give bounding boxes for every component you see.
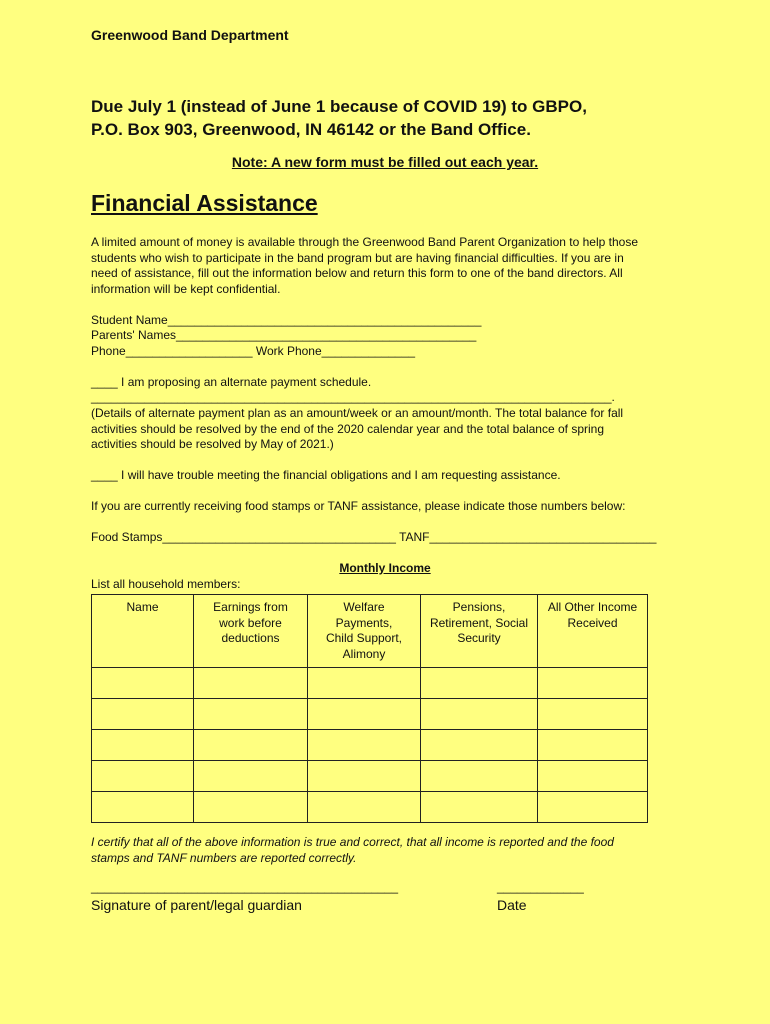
food-stamps-prompt: If you are currently receiving food stamps or TANF assistance, please indicate those numbers below:	[91, 499, 626, 513]
table-row	[92, 792, 648, 823]
date-label: Date	[497, 897, 527, 913]
department-name: Greenwood Band Department	[91, 27, 289, 43]
parents-names-field[interactable]: Parents' Names_____________________________________________	[91, 328, 477, 342]
certification-statement	[91, 835, 681, 866]
alternate-details-line: (Details of alternate payment plan as an amount/week or an amount/month. The total balance for fall	[91, 406, 624, 420]
table-cell[interactable]	[308, 761, 421, 792]
column-header-welfare: Welfare Payments, Child Support, Alimony	[308, 595, 421, 668]
alternate-details-line: activities should be resolved by the end of the 2020 calendar year and the total balance of spring	[91, 421, 605, 436]
table-cell[interactable]	[308, 730, 421, 761]
table-cell[interactable]	[538, 730, 648, 761]
table-cell[interactable]	[538, 699, 648, 730]
intro-line: information will be kept confidential.	[91, 281, 281, 296]
due-line-2: P.O. Box 903, Greenwood, IN 46142 or the Band Office.	[91, 120, 531, 139]
table-cell[interactable]	[92, 761, 194, 792]
page-title: Financial Assistance	[91, 190, 318, 216]
table-cell[interactable]	[421, 792, 538, 823]
table-cell[interactable]	[421, 699, 538, 730]
table-cell[interactable]	[92, 730, 194, 761]
table-cell[interactable]	[538, 792, 648, 823]
signature-line[interactable]: ______________________________________________	[91, 880, 398, 894]
assistance-request-option[interactable]: ____ I will have trouble meeting the financial obligations and I am requesting assistance.	[91, 468, 561, 482]
table-cell[interactable]	[92, 668, 194, 699]
phone-field[interactable]: Phone___________________ Work Phone______________	[91, 344, 416, 358]
table-cell[interactable]	[421, 730, 538, 761]
alternate-details	[91, 406, 681, 453]
table-row	[92, 761, 648, 792]
due-notice	[91, 95, 587, 141]
certification-line: I certify that all of the above information is true and correct, that all income is reported and the food	[91, 835, 614, 849]
yearly-form-note: Note: A new form must be filled out each year.	[231, 154, 539, 170]
table-header-row	[92, 595, 648, 668]
table-cell[interactable]	[194, 699, 308, 730]
column-header-other-income: All Other Income Received	[538, 595, 648, 668]
table-row	[92, 668, 648, 699]
table-cell[interactable]	[92, 699, 194, 730]
intro-line: A limited amount of money is available through the Greenwood Band Parent Organization to help those	[91, 235, 639, 249]
table-cell[interactable]	[421, 668, 538, 699]
table-cell[interactable]	[92, 792, 194, 823]
signature-label: Signature of parent/legal guardian	[91, 897, 302, 913]
student-name-field[interactable]: Student Name_______________________________________________	[91, 313, 482, 327]
intro-line: need of assistance, fill out the information below and return this form to one of the band directors. All	[91, 266, 623, 280]
table-cell[interactable]	[538, 761, 648, 792]
column-header-name: Name	[92, 595, 194, 668]
monthly-income-title: Monthly Income	[339, 561, 431, 575]
table-cell[interactable]	[194, 730, 308, 761]
table-cell[interactable]	[194, 792, 308, 823]
alternate-schedule-option[interactable]: ____ I am proposing an alternate payment schedule.	[91, 375, 372, 389]
table-row	[92, 699, 648, 730]
certification-line: stamps and TANF numbers are reported correctly.	[91, 850, 357, 865]
table-cell[interactable]	[308, 699, 421, 730]
table-cell[interactable]	[421, 761, 538, 792]
alternate-details-line: activities should be resolved by May of 2021.)	[91, 437, 334, 451]
table-cell[interactable]	[308, 668, 421, 699]
date-line[interactable]: _____________	[497, 880, 584, 894]
alternate-schedule-blank[interactable]: ______________________________________________________________________________.	[91, 390, 615, 404]
intro-line: students who wish to participate in the band program but are having financial difficulties. If you are in	[91, 250, 624, 265]
column-header-pensions: Pensions, Retirement, Social Security	[421, 595, 538, 668]
column-header-earnings: Earnings from work before deductions	[194, 595, 308, 668]
due-line-1: Due July 1 (instead of June 1 because of COVID 19) to GBPO,	[91, 97, 587, 116]
table-cell[interactable]	[538, 668, 648, 699]
intro-paragraph	[91, 235, 681, 297]
table-cell[interactable]	[194, 668, 308, 699]
table-cell[interactable]	[194, 761, 308, 792]
food-stamps-tanf-field[interactable]: Food Stamps___________________________________ TANF__________________________________	[91, 530, 657, 544]
household-income-table	[91, 594, 648, 823]
table-cell[interactable]	[308, 792, 421, 823]
table-row	[92, 730, 648, 761]
household-members-label: List all household members:	[91, 577, 241, 591]
